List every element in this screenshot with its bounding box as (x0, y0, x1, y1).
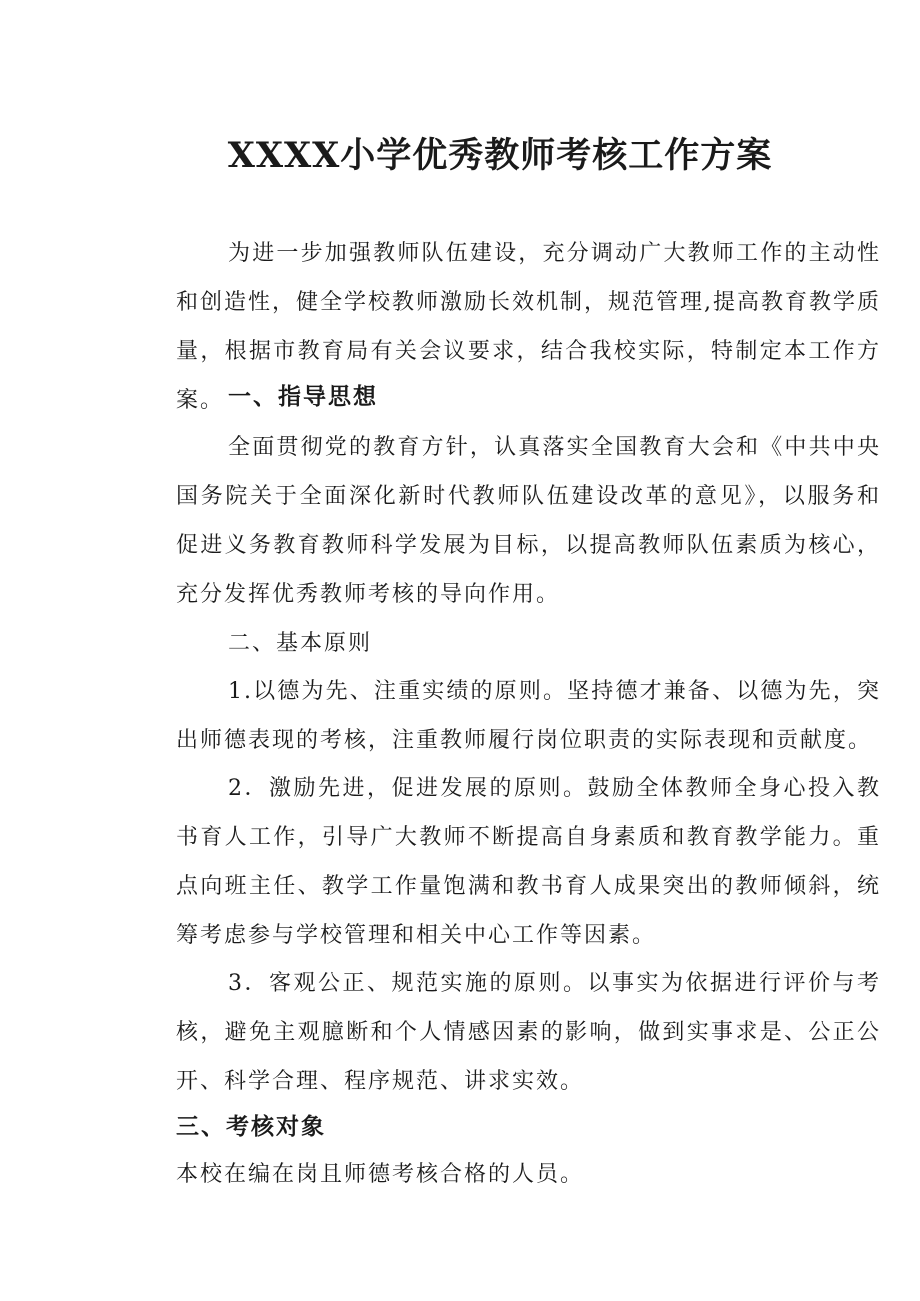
section1-body: 全面贯彻党的教育方针，认真落实全国教育大会和《中共中央国务院关于全面深化新时代教师队伍建设改革的意见》，以服务和促进义务教育教师科学发展为目标，以提高教师队伍素质为核心，充分发挥优秀教师考核的导向作用。 (176, 435, 881, 607)
section2-heading: 二、基本原则 (228, 631, 373, 656)
section1-heading: 一、指导思想 (228, 383, 378, 410)
section2-item3: 3．客观公正、规范实施的原则。以事实为依据进行评价与考核，避免主观臆断和个人情感因素的影响，做到实事求是、公正公开、科学合理、程序规范、讲求实效。 (176, 971, 881, 1094)
document-title: XXXX小学优秀教师考核工作方案 (227, 135, 773, 176)
intro-paragraph: 为进一步加强教师队伍建设，充分调动广大教师工作的主动性和创造性，健全学校教师激励长效机制，规范管理,提高教育教学质量，根据市教育局有关会议要求，结合我校实际，特制定本工作方案。 (176, 241, 881, 413)
section2-item1: 1.以德为先、注重实绩的原则。坚持德才兼备、以德为先，突出师德表现的考核，注重教师履行岗位职责的实际表现和贡献度。 (176, 679, 881, 753)
section3-heading: 三、考核对象 (176, 1113, 326, 1140)
section3-body: 本校在编在岗且师德考核合格的人员。 (176, 1162, 585, 1187)
section2-item2: 2．激励先进，促进发展的原则。鼓励全体教师全身心投入教书育人工作，引导广大教师不断提高自身素质和教育教学能力。重点向班主任、教学工作量饱满和教书育人成果突出的教师倾斜，统筹考虑参与学校管理和相关中心工作等因素。 (176, 776, 881, 948)
